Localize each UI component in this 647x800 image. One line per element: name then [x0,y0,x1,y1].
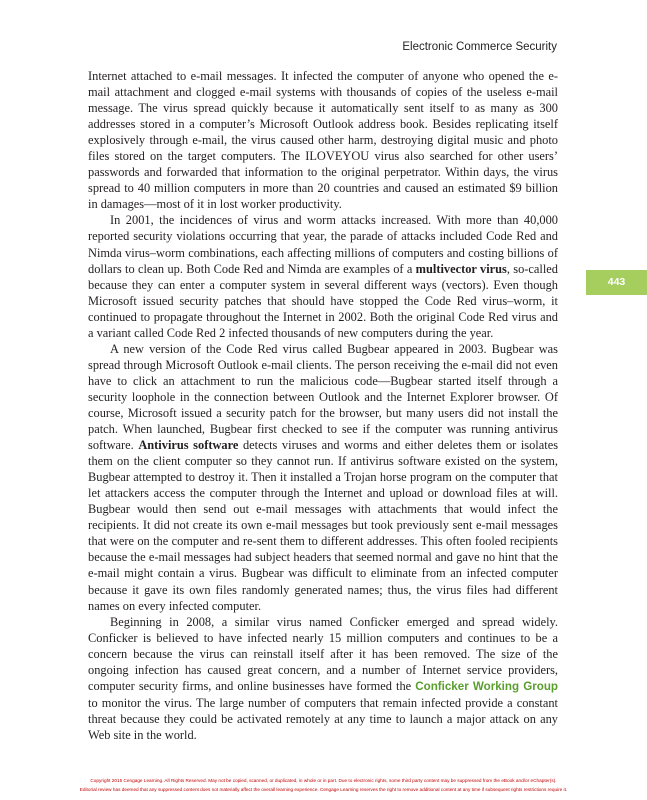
copyright-line-2: Editorial review has deemed that any suppressed content does not materially affect the overall learning experience. Cengage Learning reserves the right to remove additional content at any time if subsequent rights restrictions require it. [79,787,568,792]
paragraph-text: , so-called because they can enter a computer system in several different ways (vectors). Even though Microsoft issued security patches that should have stopped the Code Red virus–worm, it continued to propagate throughout the Internet in 2002. Both the original Code Red virus and a variant called Code Red 2 infected thousands of new computers during the year. [88,261,558,340]
copyright-line-1: Copyright 2015 Cengage Learning. All Rights Reserved. May not be copied, scanned, or duplicated, in whole or in part. Due to electronic rights, some third party content may be suppressed from the eBook and/or eChapter(s). [90,778,557,783]
running-header: Electronic Commerce Security [402,41,557,53]
paragraph-code-red-nimda [88,212,558,340]
key-term-multivector-virus: multivector virus [415,261,507,276]
paragraph-text: detects viruses and worms and either deletes them or isolates them on the client computer so they cannot run. If antivirus software existed on the system, Bugbear attempted to destroy it. Then it installed a Trojan horse program on the computer that let attackers access the computer through the Internet and upload or download files at will. Bugbear would then send out e-mail messages with attachments that would infect the recipients. It did not create its own e-mail messages but took previously sent e-mail messages that were on the computer and re-sent them to different addresses. This often fooled recipients because the e-mail messages had subject headers that seemed normal and gave no hint that the e-mail might contain a virus. Bugbear was difficult to eliminate from an infected computer because it gave its own files randomly generated names; thus, the virus files had different names on every infected computer. [88,438,559,613]
key-term-antivirus-software: Antivirus software [138,438,239,453]
paragraph-text: Beginning in 2008, a similar virus named Conficker emerged and spread widely. Conficker is believed to have infected nearly 15 million computers and continues to be a concern because the virus can reinstall itself after it has been removed. The size of the ongoing infection has caused great concern, and a number of Internet service providers, computer security firms, and online businesses have formed the [88,614,558,693]
copyright-notice [0,776,647,794]
key-term-conficker-working-group: Conficker Working Group [415,679,558,693]
paragraph-conficker [88,614,558,743]
paragraph-text: In 2001, the incidences of virus and worm attacks increased. With more than 40,000 reported security violations occurring that year, the parade of attacks included Code Red and Nimda virus–worm combinations, each affecting millions of computers and costing billions of dollars to clean up. Both Code Red and Nimda are examples of a [88,213,558,276]
paragraph-iloveyou [88,68,558,212]
paragraph-bugbear [88,341,558,614]
paragraph-text: Internet attached to e-mail messages. It infected the computer of anyone who opened the e-mail attachment and clogged e-mail systems with thousands of copies of the useless e-mail message. The virus spread quickly because it automatically sent itself to as many as 300 addresses stored in a computer’s Microsoft Outlook address book. Besides replicating itself explosively through e-mail, the virus caused other harm, destroying digital music and photo files stored on the target computers. The ILOVEYOU virus also searched for other users’ passwords and forwarded that information to the original perpetrator. Within days, the virus spread to 40 million computers in more than 20 countries and caused an estimated $9 billion in damages—most of it in lost worker productivity. [88,69,558,212]
body-text [88,68,558,743]
paragraph-text: to monitor the virus. The large number of computers that remain infected provide a constant threat because they could be activated remotely at any time to launch a major attack on any Web site in the world. [88,695,558,742]
paragraph-text: A new version of the Code Red virus called Bugbear appeared in 2003. Bugbear was spread through Microsoft Outlook e-mail clients. The person receiving the e-mail did not even have to click an attachment to run the malicious code—Bugbear started itself through a security loophole in the connection between Outlook and the Internet Explorer browser. Of course, Microsoft issued a security patch for the browser, but many users did not install the patch. When launched, Bugbear first checked to see if the computer was running antivirus software. [88,341,558,453]
page-number-tab: 443 [586,270,647,295]
